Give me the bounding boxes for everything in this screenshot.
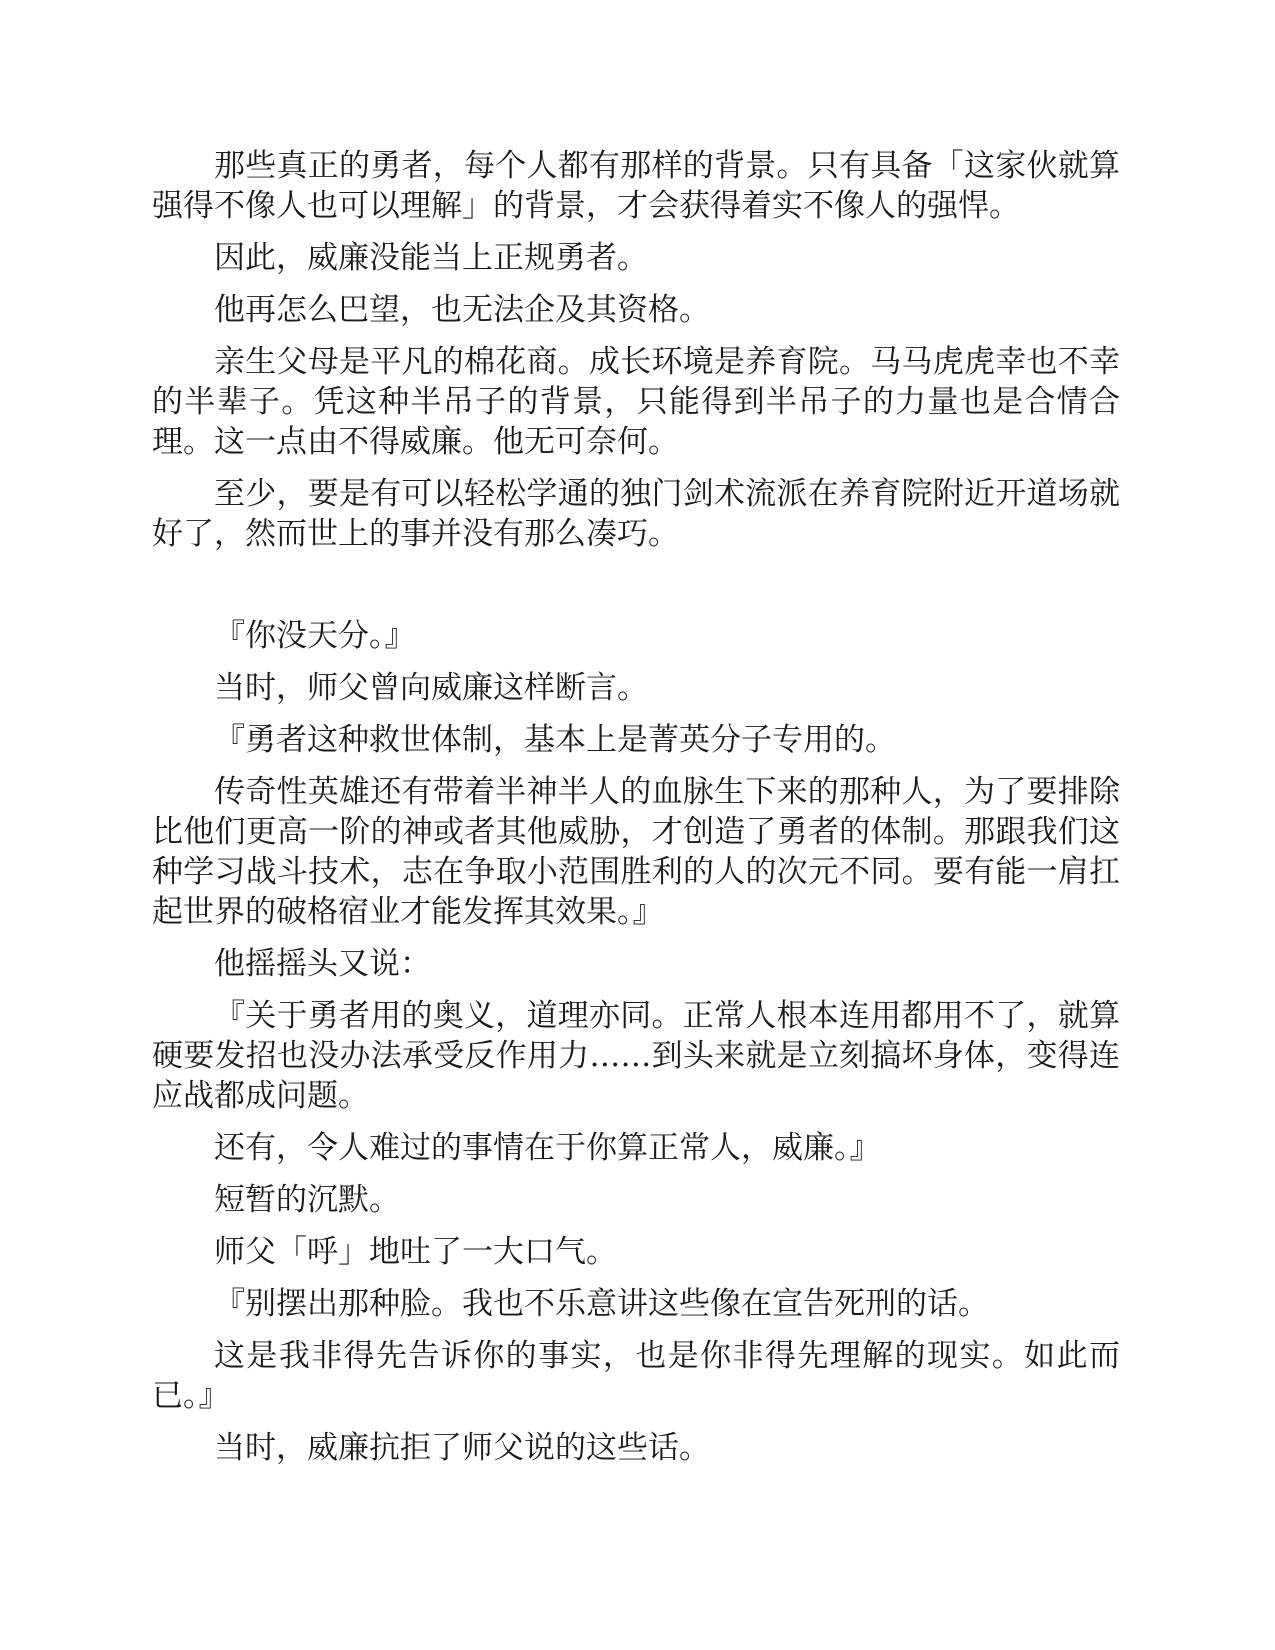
book-page [152,146,1120,1480]
paragraph: 他再怎么巴望，也无法企及其资格。 [214,292,710,328]
paragraph: 当时，师父曾向威廉这样断言。 [214,670,648,706]
paragraph: 因此，威廉没能当上正规勇者。 [214,240,648,276]
paragraph: 当时，威廉抗拒了师父说的这些话。 [214,1430,710,1466]
paragraph: 师父「呼」地吐了一大口气。 [214,1234,617,1270]
paragraph: 这是我非得先告诉你的事实，也是你非得先理解的现实。如此而已。』 [152,1338,1120,1414]
paragraph: 短暂的沉默。 [214,1182,400,1218]
paragraph: 『关于勇者用的奥义，道理亦同。正常人根本连用都用不了，就算硬要发招也没办法承受反作用力……到头来就是立刻搞坏身体，变得连应战都成问题。 [152,998,1120,1114]
paragraph: 那些真正的勇者，每个人都有那样的背景。只有具备「这家伙就算强得不像人也可以理解」的背景，才会获得着实不像人的强悍。 [152,148,1120,224]
paragraph: 他摇摇头又说： [214,946,431,982]
paragraph: 『你没天分。』 [214,618,416,654]
paragraph: 传奇性英雄还有带着半神半人的血脉生下来的那种人，为了要排除比他们更高一阶的神或者其他威胁，才创造了勇者的体制。那跟我们这种学习战斗技术，志在争取小范围胜利的人的次元不同。要有能一肩扛起世界的破格宿业才能发挥其效果。』 [152,774,1120,930]
paragraph: 『勇者这种救世体制，基本上是菁英分子专用的。 [214,722,896,758]
paragraph: 还有，令人难过的事情在于你算正常人，威廉。』 [214,1130,881,1166]
section-break [152,566,1120,616]
paragraph: 『别摆出那种脸。我也不乐意讲这些像在宣告死刑的话。 [214,1286,989,1322]
paragraph: 亲生父母是平凡的棉花商。成长环境是养育院。马马虎虎幸也不幸的半辈子。凭这种半吊子的背景，只能得到半吊子的力量也是合情合理。这一点由不得威廉。他无可奈何。 [152,344,1120,460]
paragraph: 至少，要是有可以轻松学通的独门剑术流派在养育院附近开道场就好了，然而世上的事并没有那么凑巧。 [152,476,1120,552]
